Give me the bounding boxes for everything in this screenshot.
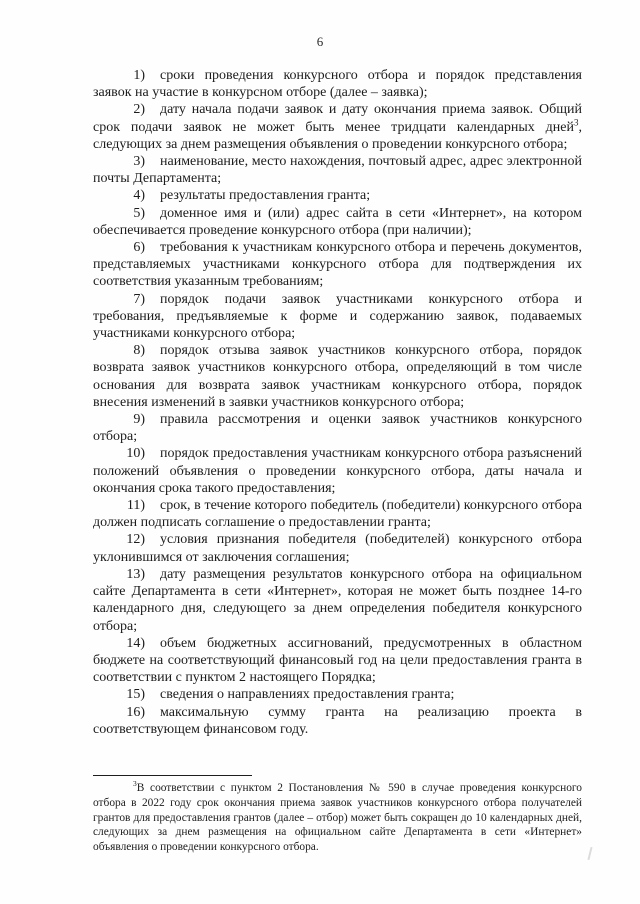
- item-text: , следующих за днем размещения объявления о проведении конкурсного отбора;: [93, 119, 582, 152]
- numbered-item: [93, 239, 582, 291]
- numbered-item: [93, 445, 582, 497]
- item-number: 13): [126, 566, 145, 582]
- item-text: правила рассмотрения и оценки заявок участников конкурсного отбора;: [93, 412, 582, 445]
- footnote: [93, 781, 582, 855]
- item-number: 16): [126, 704, 145, 720]
- item-text: порядок подачи заявок участниками конкурсного отбора и требования, предъявляемые к форме и содержанию заявок, подаваемых участниками конкурсного отбора;: [93, 291, 582, 342]
- numbered-item: [93, 686, 582, 703]
- item-text: дату размещения результатов конкурсного отбора на официальном сайте Департамента в сети «Интернет», которая не может быть позднее 14-го календарного дня, следующего за днем определения победителя конкурсного отбора;: [93, 566, 582, 634]
- item-text: максимальную сумму гранта на реализацию проекта в соответствующем финансовом году.: [93, 704, 582, 737]
- footnote-ref: 3: [574, 116, 579, 127]
- item-number: 10): [126, 446, 145, 462]
- item-number: 11): [126, 498, 145, 514]
- item-number: 2): [133, 102, 145, 118]
- item-text: порядок отзыва заявок участников конкурсного отбора, порядок возврата заявок участников конкурсного отбора, определяющий в том числе основания для возврата заявок участникам конкурсного отбора, порядок внесения изменений в заявки участников конкурсного отбора;: [93, 343, 582, 410]
- numbered-item: [93, 411, 582, 445]
- item-text: условия признания победителя (победителей) конкурсного отбора уклонившимся от заключения соглашения;: [93, 532, 582, 565]
- numbered-item: [93, 205, 582, 239]
- numbered-item: [93, 531, 582, 565]
- numbered-item: [93, 187, 582, 204]
- numbered-item: [93, 635, 582, 687]
- page-number: 6: [316, 34, 324, 49]
- scan-artifact: [587, 847, 592, 860]
- numbered-item: [93, 342, 582, 411]
- numbered-item: [93, 153, 582, 187]
- item-text: результаты предоставления гранта;: [160, 188, 371, 204]
- item-number: 14): [126, 635, 145, 651]
- item-text: порядок предоставления участникам конкурсного отбора разъяснений положений объявления о проведении конкурсного отбора, даты начала и окончания срока такого предоставления;: [93, 446, 582, 496]
- item-number: 7): [133, 291, 145, 307]
- item-number: 9): [133, 412, 145, 428]
- numbered-item: [93, 704, 582, 738]
- item-text: сроки проведения конкурсного отбора и порядок представления заявок на участие в конкурсном отборе (далее – заявка);: [93, 68, 582, 101]
- item-number: 8): [133, 343, 145, 359]
- item-number: 3): [133, 154, 145, 170]
- item-number: 15): [126, 687, 145, 703]
- footnote-separator: [93, 775, 252, 776]
- item-number: 12): [126, 532, 145, 548]
- item-text: дату начала подачи заявок и дату окончания приема заявок. Общий срок подачи заявок не может быть менее тридцати календарных дней: [93, 102, 582, 135]
- item-number: 5): [133, 205, 145, 221]
- item-text: объем бюджетных ассигнований, предусмотренных в областном бюджете на соответствующий финансовый год на цели предоставления гранта в соответствии с пунктом 2 настоящего Порядка;: [93, 635, 582, 686]
- footnote-text: В соответствии с пунктом 2 Постановления № 590 в случае проведения конкурсного отбора в 2022 году срок окончания приема заявок участников конкурсного отбора получателей грантов для предоставления грантов (далее – отбор) может быть сокращен до 10 календарных дней, следующих за днем размещения на официальном сайте Департамента в сети «Интернет» объявления о проведении конкурсного отбора.: [93, 782, 582, 854]
- item-text: доменное имя и (или) адрес сайта в сети «Интернет», на котором обеспечивается проведение конкурсного отбора (при наличии);: [93, 205, 582, 238]
- item-text: наименование, место нахождения, почтовый адрес, адрес электронной почты Департамента;: [93, 154, 582, 187]
- numbered-item: [93, 497, 582, 531]
- document-body: [93, 67, 582, 738]
- item-text: требования к участникам конкурсного отбора и перечень документов, представляемых участниками конкурсного отбора для подтверждения их соответствия указанным требованиям;: [93, 240, 582, 290]
- item-number: 4): [133, 188, 145, 204]
- item-text: сведения о направлениях предоставления гранта;: [160, 687, 455, 703]
- numbered-item: [93, 291, 582, 343]
- item-number: 6): [133, 240, 145, 256]
- numbered-item: [93, 67, 582, 101]
- numbered-item: [93, 101, 582, 153]
- item-text: срок, в течение которого победитель (победители) конкурсного отбора должен подписать соглашение о предоставлении гранта;: [93, 498, 582, 531]
- item-number: 1): [133, 68, 145, 83]
- footnote-marker: 3: [133, 779, 137, 789]
- numbered-item: [93, 566, 582, 635]
